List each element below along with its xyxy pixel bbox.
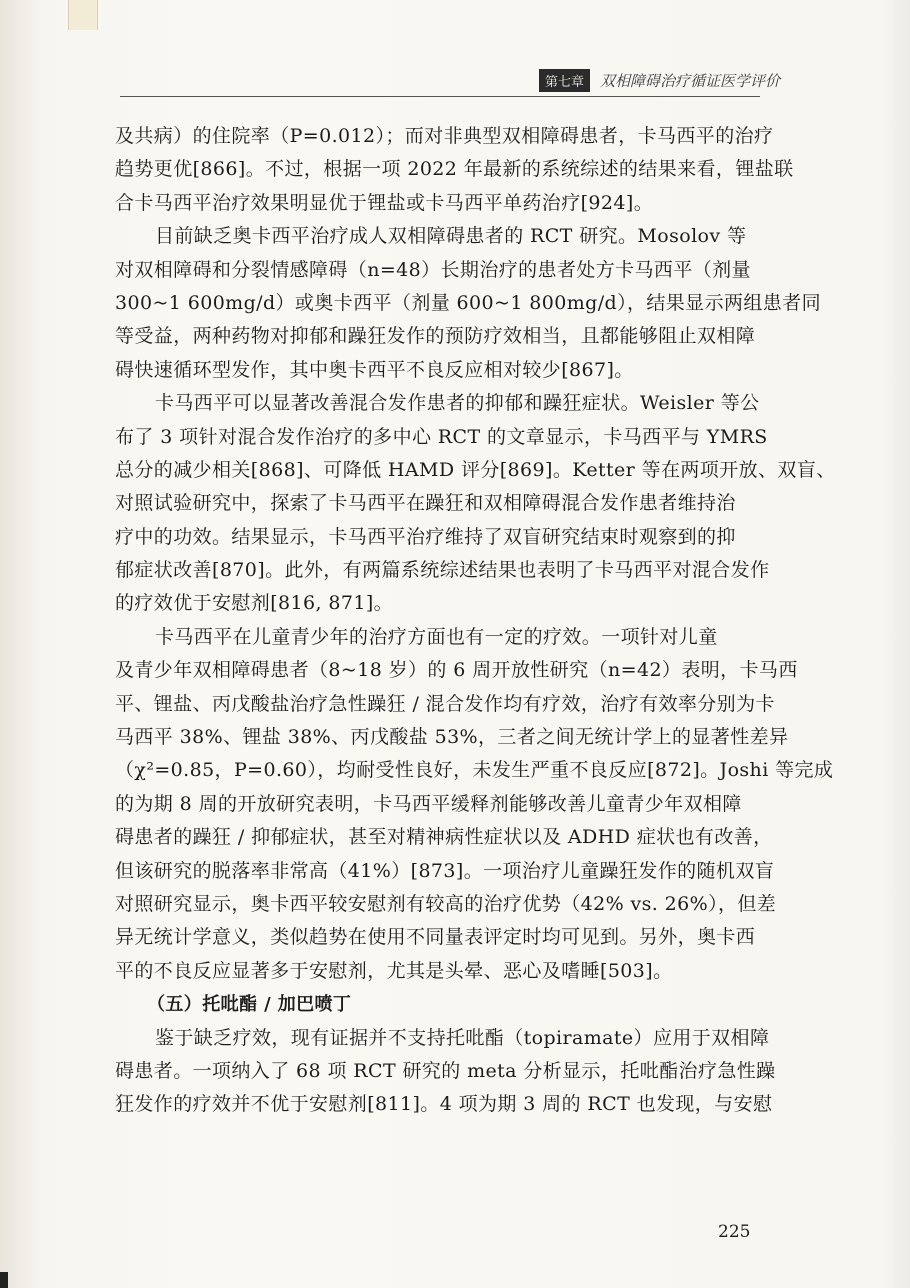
page-corner-tab [68,0,98,30]
text-line: 及青少年双相障碍患者（8~18 岁）的 6 周开放性研究（n=42）表明，卡马西 [115,659,798,682]
text-line: 碍快速循环型发作，其中奥卡西平不良反应相对较少[867]。 [115,358,634,381]
header-rule [120,96,760,97]
text-line: 对照研究显示，奥卡西平较安慰剂有较高的治疗优势（42% vs. 26%），但差 [115,892,777,915]
text-line: 300~1 600mg/d）或奥卡西平（剂量 600~1 800mg/d），结果显示两组患者同 [115,291,821,314]
text-line: 碍患者。一项纳入了 68 项 RCT 研究的 meta 分析显示，托吡酯治疗急性躁 [115,1059,776,1082]
text-line: 及共病）的住院率（P=0.012）；而对非典型双相障碍患者，卡马西平的治疗 [115,125,774,147]
text-line: 郁症状改善[870]。此外，有两篇系统综述结果也表明了卡马西平对混合发作 [115,559,770,582]
text-line: 狂发作的疗效并不优于安慰剂[811]。4 项为期 3 周的 RCT 也发现，与安慰 [115,1093,773,1116]
running-header [520,66,780,94]
text-line: 但该研究的脱落率非常高（41%）[873]。一项治疗儿童躁狂发作的随机双盲 [115,859,775,882]
text-line: 趋势更优[866]。不过，根据一项 2022 年最新的系统综述的结果来看，锂盐联 [115,158,794,181]
chapter-title: 双相障碍治疗循证医学评价 [599,71,780,90]
text-line: 对照试验研究中，探索了卡马西平在躁狂和双相障碍混合发作患者维持治 [115,492,736,515]
text-line: 马西平 38%、锂盐 38%、丙戊酸盐 53%，三者之间无统计学上的显著性差异 [115,726,789,749]
page-number: 225 [718,1222,751,1242]
text-line: 的疗效优于安慰剂[816, 871]。 [115,592,394,615]
edge-mark [0,1272,8,1288]
body-text [115,120,836,1122]
paragraph-start: 鉴于缺乏疗效，现有证据并不支持托吡酯（topiramate）应用于双相障 [155,1026,770,1049]
text-line: （χ²=0.85，P=0.60），均耐受性良好，未发生严重不良反应[872]。Joshi 等完成 [115,759,834,782]
paragraph-start: 卡马西平可以显著改善混合发作患者的抑郁和躁狂症状。Weisler 等公 [155,392,760,415]
section-heading: （五）托吡酯 / 加巴喷丁 [147,994,352,1016]
text-line: 碍患者的躁狂 / 抑郁症状，甚至对精神病性症状以及 ADHD 症状也有改善， [115,826,773,849]
text-line: 疗中的功效。结果显示，卡马西平治疗维持了双盲研究结束时观察到的抑 [115,525,736,548]
text-line: 合卡马西平治疗效果明显优于锂盐或卡马西平单药治疗[924]。 [115,191,654,214]
paragraph-start: 目前缺乏奥卡西平治疗成人双相障碍患者的 RCT 研究。Mosolov 等 [155,225,747,248]
text-line: 异无统计学意义，类似趋势在使用不同量表评定时均可见到。另外，奥卡西 [115,926,756,949]
text-line: 平的不良反应显著多于安慰剂，尤其是头晕、恶心及嗜睡[503]。 [115,959,673,982]
text-line: 对双相障碍和分裂情感障碍（n=48）长期治疗的患者处方卡马西平（剂量 [115,258,751,281]
text-line: 布了 3 项针对混合发作治疗的多中心 RCT 的文章显示，卡马西平与 YMRS [115,425,768,448]
text-line: 等受益，两种药物对抑郁和躁狂发作的预防疗效相当，且都能够阻止双相障 [115,325,756,348]
chapter-badge: 第七章 [539,69,590,92]
text-line: 平、锂盐、丙戊酸盐治疗急性躁狂 / 混合发作均有疗效，治疗有效率分别为卡 [115,692,775,715]
paragraph-start: 卡马西平在儿童青少年的治疗方面也有一定的疗效。一项针对儿童 [155,625,718,648]
text-line: 的为期 8 周的开放研究表明，卡马西平缓释剂能够改善儿童青少年双相障 [115,792,742,815]
text-line: 总分的减少相关[868]、可降低 HAMD 评分[869]。Ketter 等在两项开放、双盲、 [115,458,836,481]
